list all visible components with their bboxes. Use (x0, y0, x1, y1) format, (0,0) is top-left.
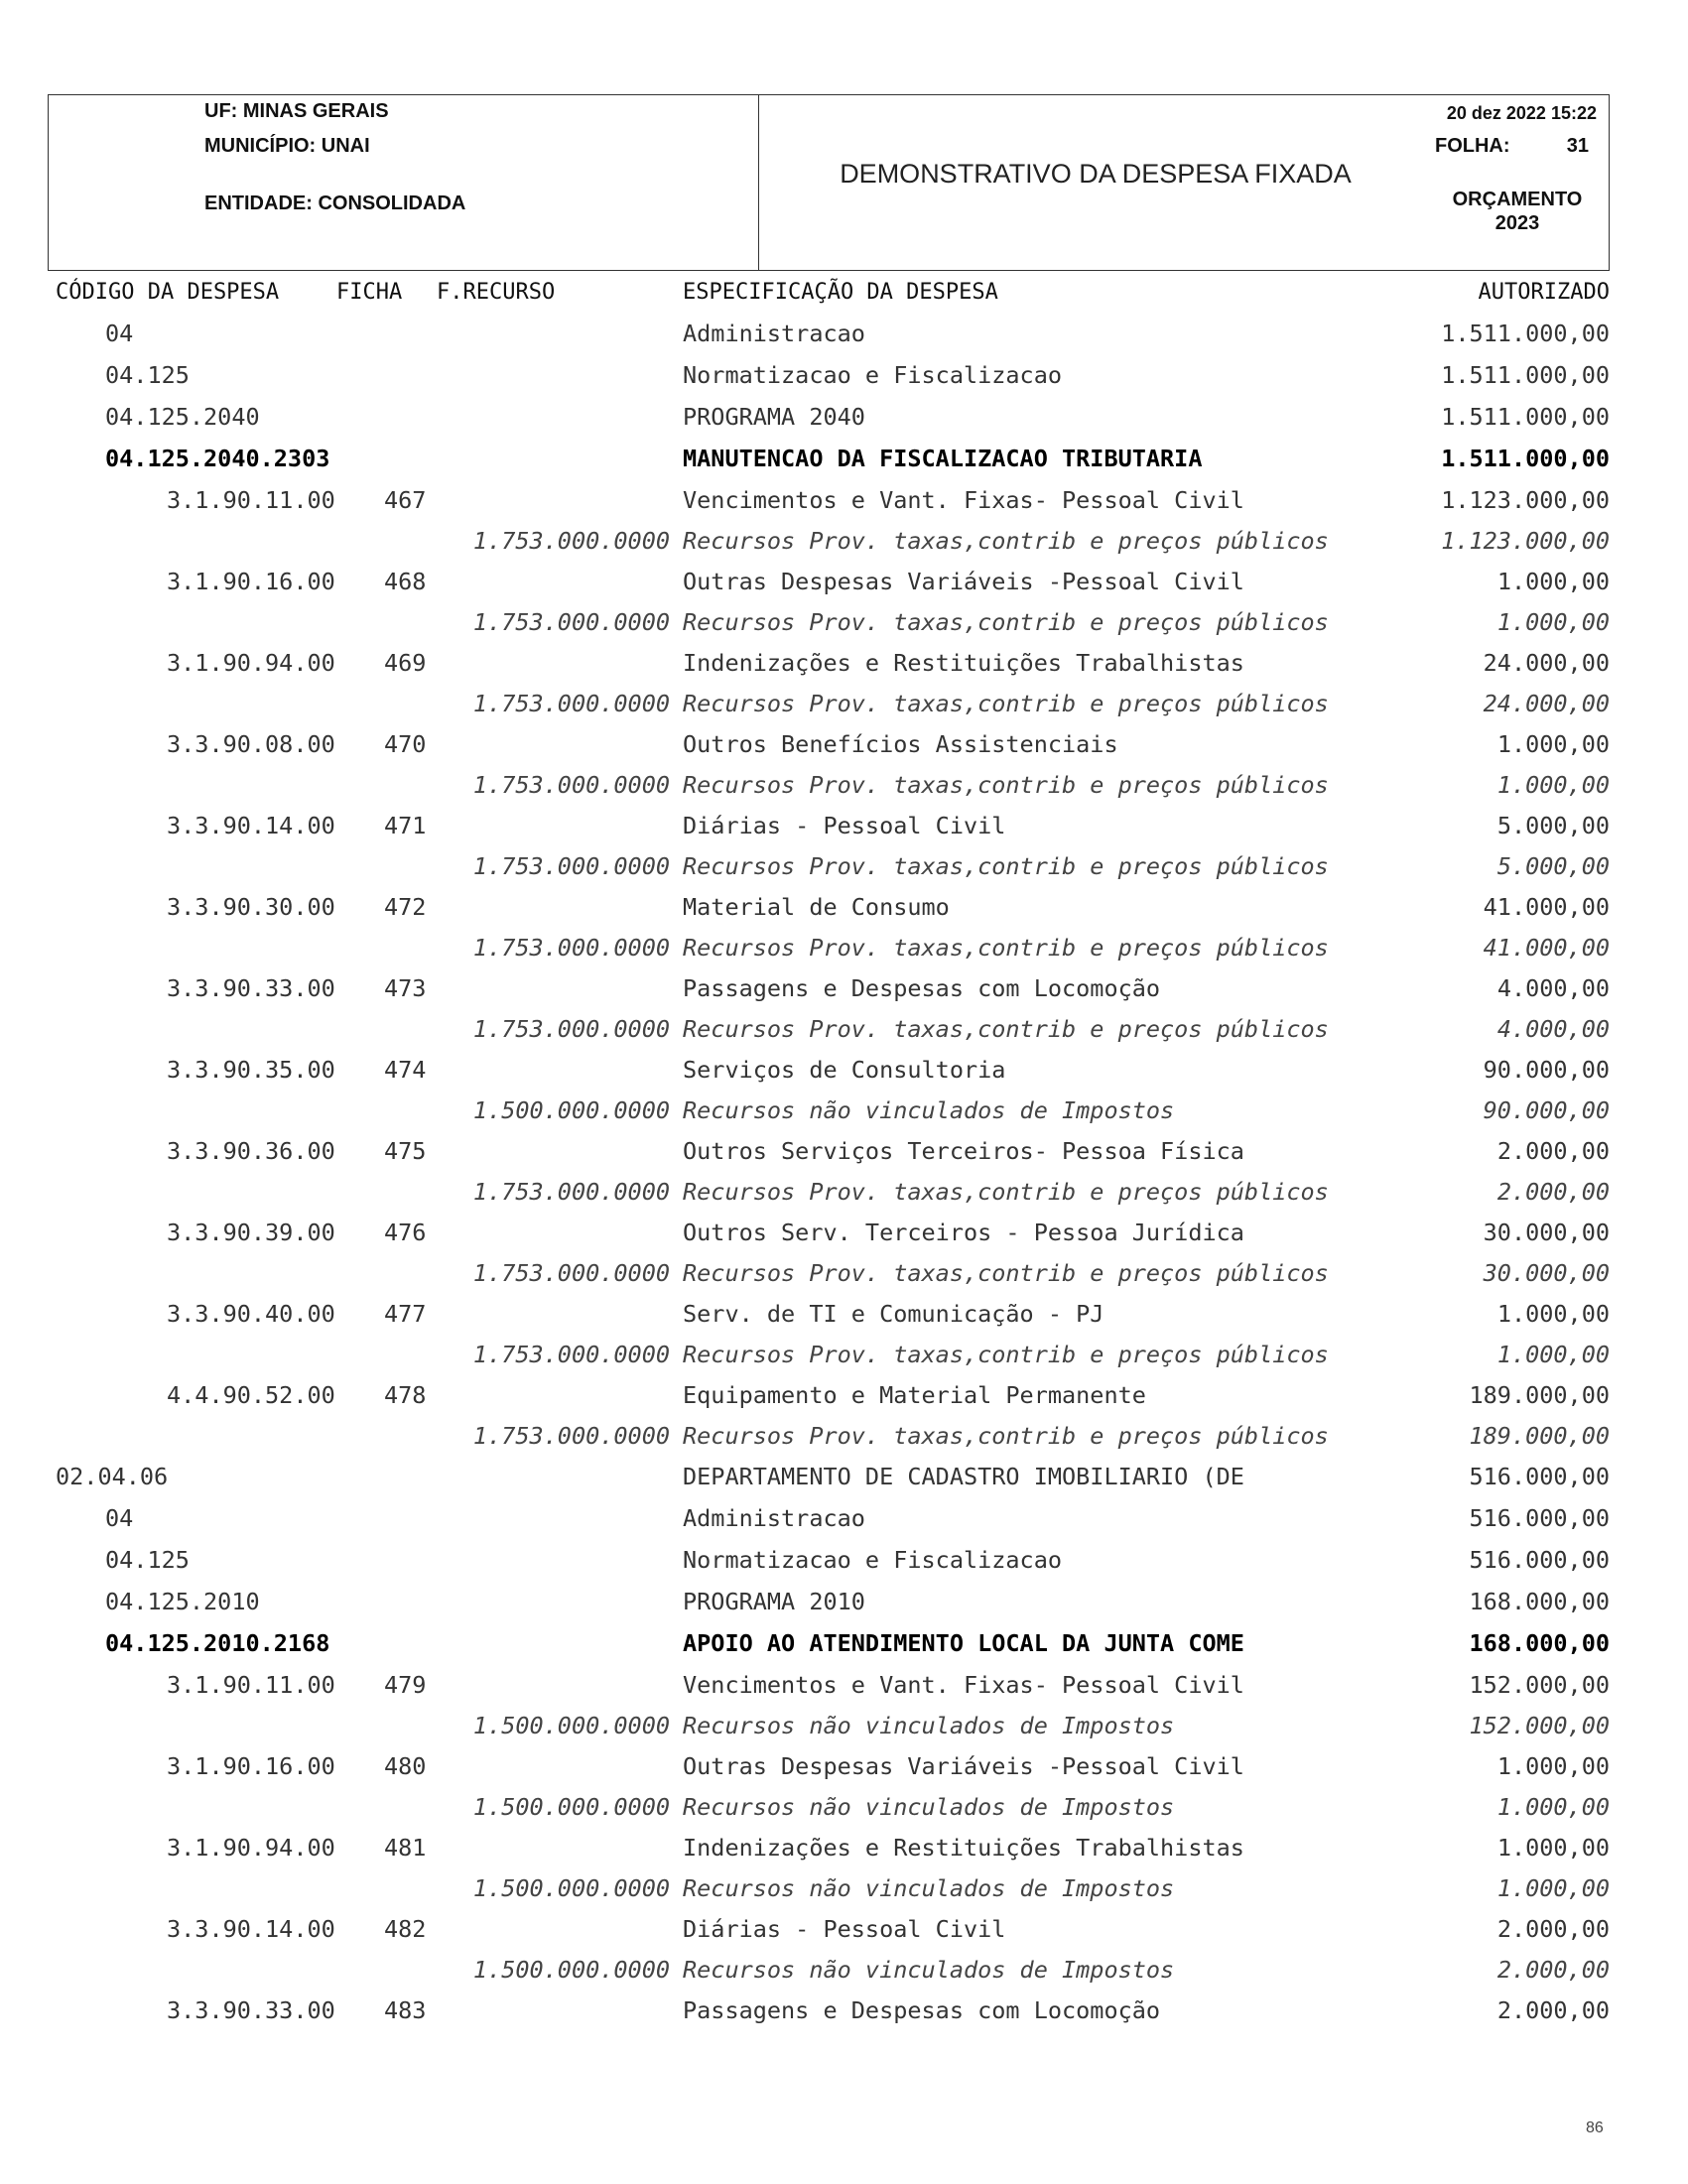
row-code: 3.3.90.08.00 (167, 730, 335, 758)
row-value: 90.000,00 (1483, 1056, 1610, 1084)
row-code: 3.3.90.40.00 (167, 1300, 335, 1328)
row-code: 04.125.2010.2168 (105, 1629, 330, 1657)
col-recurso: F.RECURSO (437, 280, 556, 305)
row-ficha: 480 (384, 1752, 427, 1780)
row-desc: PROGRAMA 2010 (683, 1588, 865, 1615)
row-value: 1.000,00 (1496, 1300, 1610, 1328)
row-value: 90.000,00 (1483, 1096, 1610, 1124)
row-ficha: 477 (384, 1300, 427, 1328)
table-row (0, 562, 1688, 602)
row-desc: Outras Despesas Variáveis -Pessoal Civil (683, 1752, 1244, 1780)
row-code: 04.125.2040.2303 (105, 445, 330, 472)
row-desc: Recursos Prov. taxas,contrib e preços públicos (683, 1341, 1329, 1368)
row-value: 30.000,00 (1483, 1259, 1610, 1287)
col-ficha: FICHA (336, 280, 403, 305)
row-code: 3.1.90.11.00 (167, 486, 335, 514)
table-row (0, 1294, 1688, 1335)
row-desc: Recursos não vinculados de Impostos (683, 1874, 1175, 1902)
table-row (0, 968, 1688, 1009)
row-desc: Indenizações e Restituições Trabalhistas (683, 649, 1244, 677)
table-row (0, 521, 1688, 562)
row-desc: Serv. de TI e Comunicação - PJ (683, 1300, 1104, 1328)
table-row (0, 397, 1688, 439)
row-desc: PROGRAMA 2040 (683, 403, 865, 431)
row-value: 516.000,00 (1469, 1463, 1610, 1490)
table-row (0, 1416, 1688, 1457)
row-desc: Recursos não vinculados de Impostos (683, 1956, 1175, 1984)
row-ficha: 478 (384, 1381, 427, 1409)
row-value: 1.000,00 (1496, 1752, 1610, 1780)
row-value: 1.000,00 (1496, 568, 1610, 595)
row-value: 2.000,00 (1496, 1178, 1610, 1206)
row-desc: Recursos não vinculados de Impostos (683, 1712, 1175, 1739)
row-code: 3.3.90.39.00 (167, 1219, 335, 1246)
row-ficha: 473 (384, 974, 427, 1002)
row-ficha: 475 (384, 1137, 427, 1165)
table-row (0, 1582, 1688, 1623)
row-desc: Normatizacao e Fiscalizacao (683, 361, 1063, 389)
row-code: 3.3.90.14.00 (167, 812, 335, 839)
col-autorizado: AUTORIZADO (1478, 280, 1610, 305)
row-value: 1.123.000,00 (1441, 486, 1610, 514)
row-value: 1.000,00 (1496, 1341, 1610, 1368)
row-recurso: 1.753.000.0000 (472, 690, 670, 717)
row-recurso: 1.500.000.0000 (472, 1712, 670, 1739)
row-code: 3.3.90.33.00 (167, 1996, 335, 2024)
row-desc: Vencimentos e Vant. Fixas- Pessoal Civil (683, 1671, 1244, 1699)
table-row (0, 684, 1688, 724)
row-value: 2.000,00 (1496, 1915, 1610, 1943)
table-row (0, 1665, 1688, 1706)
row-recurso: 1.753.000.0000 (472, 527, 670, 555)
row-desc: Diárias - Pessoal Civil (683, 1915, 1006, 1943)
row-desc: DEPARTAMENTO DE CADASTRO IMOBILIARIO (DE (683, 1463, 1244, 1490)
row-desc: Recursos Prov. taxas,contrib e preços públicos (683, 527, 1329, 555)
row-code: 3.1.90.11.00 (167, 1671, 335, 1699)
row-code: 3.3.90.33.00 (167, 974, 335, 1002)
row-code: 04.125.2010 (105, 1588, 260, 1615)
row-recurso: 1.753.000.0000 (472, 771, 670, 799)
row-desc: Recursos Prov. taxas,contrib e preços públicos (683, 852, 1329, 880)
row-desc: Administracao (683, 320, 865, 347)
report-datetime: 20 dez 2022 15:22 (1446, 103, 1597, 123)
row-value: 5.000,00 (1496, 812, 1610, 839)
expense-table (0, 314, 1688, 2031)
row-desc: Recursos Prov. taxas,contrib e preços públicos (683, 771, 1329, 799)
row-desc: Outros Benefícios Assistenciais (683, 730, 1118, 758)
row-value: 189.000,00 (1469, 1422, 1610, 1450)
orcamento-year: 2023 (1494, 212, 1540, 234)
row-recurso: 1.753.000.0000 (472, 1259, 670, 1287)
folha-value: 31 (1566, 135, 1589, 157)
table-row (0, 602, 1688, 643)
row-value: 2.000,00 (1496, 1137, 1610, 1165)
row-value: 516.000,00 (1469, 1546, 1610, 1574)
row-ficha: 481 (384, 1834, 427, 1862)
row-value: 1.000,00 (1496, 1874, 1610, 1902)
row-desc: Equipamento e Material Permanente (683, 1381, 1146, 1409)
table-row (0, 314, 1688, 355)
row-code: 3.3.90.30.00 (167, 893, 335, 921)
table-row (0, 724, 1688, 765)
row-ficha: 472 (384, 893, 427, 921)
row-ficha: 482 (384, 1915, 427, 1943)
row-value: 189.000,00 (1469, 1381, 1610, 1409)
row-desc: Recursos Prov. taxas,contrib e preços públicos (683, 1422, 1329, 1450)
row-value: 2.000,00 (1496, 1996, 1610, 2024)
table-row (0, 806, 1688, 846)
row-code: 04 (105, 1504, 134, 1532)
table-row (0, 1335, 1688, 1375)
table-row (0, 1091, 1688, 1131)
row-recurso: 1.753.000.0000 (472, 852, 670, 880)
row-code: 4.4.90.52.00 (167, 1381, 335, 1409)
row-desc: Outros Serviços Terceiros- Pessoa Física (683, 1137, 1244, 1165)
table-row (0, 1498, 1688, 1540)
row-value: 24.000,00 (1483, 649, 1610, 677)
row-value: 2.000,00 (1496, 1956, 1610, 1984)
row-value: 168.000,00 (1469, 1629, 1610, 1657)
row-code: 3.1.90.94.00 (167, 649, 335, 677)
table-row (0, 1623, 1688, 1665)
table-row (0, 1706, 1688, 1746)
row-code: 3.3.90.35.00 (167, 1056, 335, 1084)
row-desc: APOIO AO ATENDIMENTO LOCAL DA JUNTA COME (683, 1629, 1244, 1657)
table-row (0, 887, 1688, 928)
row-recurso: 1.753.000.0000 (472, 1341, 670, 1368)
row-ficha: 469 (384, 649, 427, 677)
row-value: 1.511.000,00 (1441, 445, 1610, 472)
row-ficha: 479 (384, 1671, 427, 1699)
row-desc: Outros Serv. Terceiros - Pessoa Jurídica (683, 1219, 1244, 1246)
row-ficha: 476 (384, 1219, 427, 1246)
table-row (0, 480, 1688, 521)
table-row (0, 1868, 1688, 1909)
row-code: 3.1.90.16.00 (167, 1752, 335, 1780)
row-recurso: 1.753.000.0000 (472, 1422, 670, 1450)
table-row (0, 1253, 1688, 1294)
row-desc: Diárias - Pessoal Civil (683, 812, 1006, 839)
row-desc: Normatizacao e Fiscalizacao (683, 1546, 1063, 1574)
row-desc: Vencimentos e Vant. Fixas- Pessoal Civil (683, 486, 1244, 514)
uf-label: UF: MINAS GERAIS (204, 100, 389, 122)
row-value: 30.000,00 (1483, 1219, 1610, 1246)
row-value: 4.000,00 (1496, 974, 1610, 1002)
table-row (0, 1991, 1688, 2031)
table-row (0, 355, 1688, 397)
table-row (0, 1457, 1688, 1498)
row-recurso: 1.500.000.0000 (472, 1874, 670, 1902)
row-desc: Recursos não vinculados de Impostos (683, 1793, 1175, 1821)
row-value: 1.000,00 (1496, 771, 1610, 799)
table-row (0, 846, 1688, 887)
folha-label: FOLHA: (1435, 135, 1510, 157)
row-value: 1.000,00 (1496, 1793, 1610, 1821)
row-code: 3.1.90.94.00 (167, 1834, 335, 1862)
row-value: 1.511.000,00 (1441, 361, 1610, 389)
row-value: 41.000,00 (1483, 934, 1610, 962)
table-row (0, 765, 1688, 806)
row-ficha: 467 (384, 486, 427, 514)
report-title: DEMONSTRATIVO DA DESPESA FIXADA (840, 159, 1352, 189)
row-code: 3.1.90.16.00 (167, 568, 335, 595)
page-number: 86 (1586, 2120, 1604, 2136)
row-desc: Recursos Prov. taxas,contrib e preços públicos (683, 1259, 1329, 1287)
row-ficha: 474 (384, 1056, 427, 1084)
row-desc: Recursos Prov. taxas,contrib e preços públicos (683, 934, 1329, 962)
row-desc: Serviços de Consultoria (683, 1056, 1006, 1084)
table-row (0, 1009, 1688, 1050)
row-ficha: 471 (384, 812, 427, 839)
entidade-label: ENTIDADE: CONSOLIDADA (204, 193, 466, 214)
table-row (0, 1828, 1688, 1868)
row-ficha: 468 (384, 568, 427, 595)
row-value: 1.000,00 (1496, 608, 1610, 636)
table-row (0, 928, 1688, 968)
row-recurso: 1.753.000.0000 (472, 608, 670, 636)
table-row (0, 439, 1688, 480)
table-row (0, 1950, 1688, 1991)
row-value: 1.511.000,00 (1441, 403, 1610, 431)
row-desc: Indenizações e Restituições Trabalhistas (683, 1834, 1244, 1862)
col-especificacao: ESPECIFICAÇÃO DA DESPESA (683, 280, 998, 305)
row-desc: Material de Consumo (683, 893, 950, 921)
row-value: 1.000,00 (1496, 730, 1610, 758)
municipio-label: MUNICÍPIO: UNAI (204, 135, 370, 157)
row-recurso: 1.500.000.0000 (472, 1956, 670, 1984)
table-row (0, 1172, 1688, 1213)
row-desc: Recursos Prov. taxas,contrib e preços públicos (683, 1015, 1329, 1043)
row-code: 04.125.2040 (105, 403, 260, 431)
row-value: 168.000,00 (1469, 1588, 1610, 1615)
table-row (0, 1746, 1688, 1787)
row-code: 04.125 (105, 1546, 190, 1574)
row-desc: Passagens e Despesas com Locomoção (683, 1996, 1161, 2024)
row-desc: Outras Despesas Variáveis -Pessoal Civil (683, 568, 1244, 595)
row-desc: Recursos não vinculados de Impostos (683, 1096, 1175, 1124)
row-code: 04 (105, 320, 134, 347)
row-desc: MANUTENCAO DA FISCALIZACAO TRIBUTARIA (683, 445, 1203, 472)
row-recurso: 1.500.000.0000 (472, 1096, 670, 1124)
row-value: 1.123.000,00 (1441, 527, 1610, 555)
row-value: 24.000,00 (1483, 690, 1610, 717)
orcamento-label: ORÇAMENTO (1452, 189, 1583, 210)
row-value: 152.000,00 (1469, 1712, 1610, 1739)
table-row (0, 1540, 1688, 1582)
row-ficha: 483 (384, 1996, 427, 2024)
row-code: 3.3.90.36.00 (167, 1137, 335, 1165)
row-value: 1.511.000,00 (1441, 320, 1610, 347)
table-row (0, 643, 1688, 684)
row-value: 1.000,00 (1496, 1834, 1610, 1862)
row-code: 3.3.90.14.00 (167, 1915, 335, 1943)
row-recurso: 1.753.000.0000 (472, 1015, 670, 1043)
col-codigo: CÓDIGO DA DESPESA (56, 280, 280, 305)
row-desc: Recursos Prov. taxas,contrib e preços públicos (683, 690, 1329, 717)
row-value: 4.000,00 (1496, 1015, 1610, 1043)
row-value: 516.000,00 (1469, 1504, 1610, 1532)
row-recurso: 1.753.000.0000 (472, 1178, 670, 1206)
table-row (0, 1787, 1688, 1828)
row-ficha: 470 (384, 730, 427, 758)
table-row (0, 1213, 1688, 1253)
row-recurso: 1.500.000.0000 (472, 1793, 670, 1821)
table-row (0, 1909, 1688, 1950)
row-code: 04.125 (105, 361, 190, 389)
row-value: 41.000,00 (1483, 893, 1610, 921)
table-row (0, 1131, 1688, 1172)
row-desc: Recursos Prov. taxas,contrib e preços públicos (683, 608, 1329, 636)
row-desc: Administracao (683, 1504, 865, 1532)
table-row (0, 1375, 1688, 1416)
row-desc: Recursos Prov. taxas,contrib e preços públicos (683, 1178, 1329, 1206)
row-code: 02.04.06 (56, 1463, 169, 1490)
table-row (0, 1050, 1688, 1091)
row-value: 152.000,00 (1469, 1671, 1610, 1699)
row-desc: Passagens e Despesas com Locomoção (683, 974, 1161, 1002)
row-recurso: 1.753.000.0000 (472, 934, 670, 962)
row-value: 5.000,00 (1496, 852, 1610, 880)
